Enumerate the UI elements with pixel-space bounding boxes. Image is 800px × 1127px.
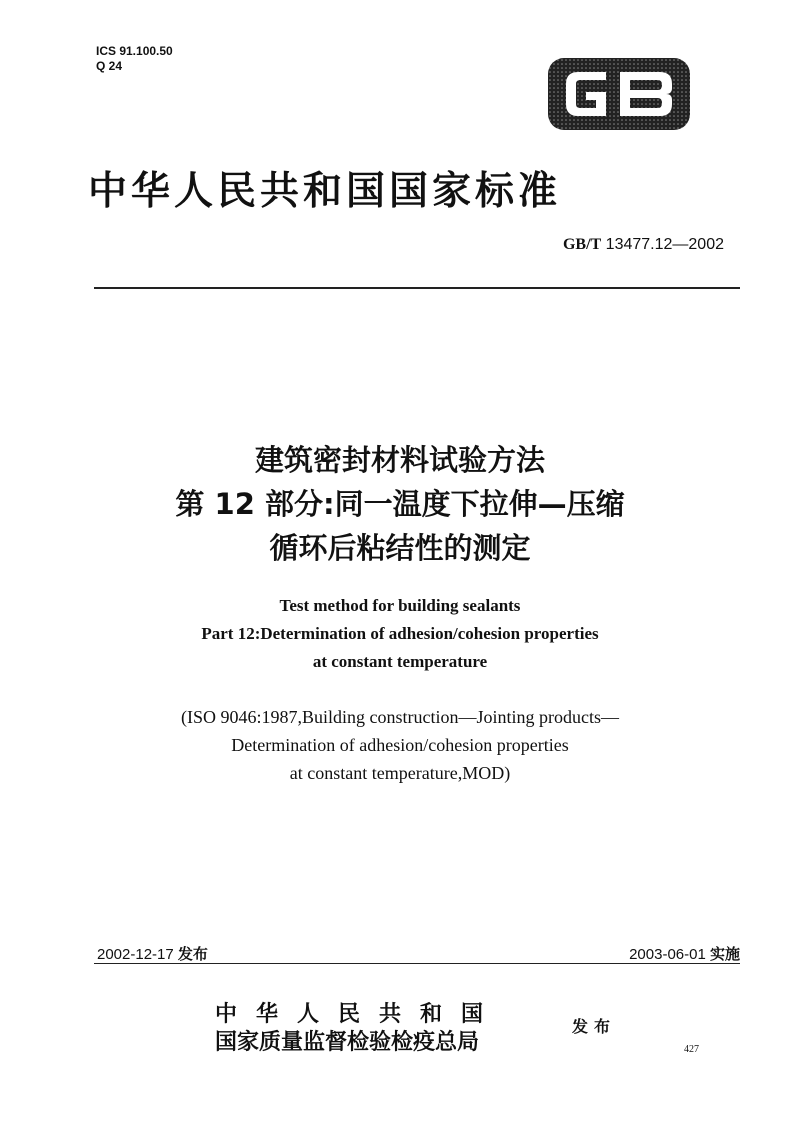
iso-reference-line-1: (ISO 9046:1987,Building construction—Jointing products— bbox=[181, 707, 619, 727]
implementation-date-label: 实施 bbox=[709, 945, 740, 963]
english-title-line-3: at constant temperature bbox=[312, 652, 488, 671]
iso-reference-line-2: Determination of adhesion/cohesion properties bbox=[231, 735, 569, 755]
english-title bbox=[0, 592, 800, 676]
chinese-title-line-3: 循环后粘结性的测定 bbox=[269, 531, 531, 565]
standard-code-number: 13477.12—2002 bbox=[605, 236, 724, 253]
publisher bbox=[215, 1000, 502, 1056]
standard-title: 中华人民共和国国家标准 bbox=[88, 168, 562, 214]
english-title-line-1: Test method for building sealants bbox=[279, 596, 521, 615]
iso-reference bbox=[0, 703, 800, 787]
top-divider bbox=[94, 287, 740, 289]
chinese-title bbox=[0, 438, 800, 570]
issue-date-value: 2002-12-17 bbox=[97, 946, 174, 963]
chinese-title-line-2: 第 12 部分:同一温度下拉伸—压缩 bbox=[175, 487, 625, 521]
bottom-divider bbox=[94, 963, 740, 964]
ics-code: ICS 91.100.50 bbox=[96, 44, 173, 58]
implementation-date bbox=[629, 943, 740, 964]
english-title-line-2: Part 12:Determination of adhesion/cohesion properties bbox=[201, 624, 599, 643]
gb-logo bbox=[548, 58, 690, 130]
iso-reference-line-3: at constant temperature,MOD) bbox=[289, 763, 511, 783]
page-number: 427 bbox=[684, 1044, 699, 1055]
standard-code-prefix: GB/T bbox=[562, 236, 602, 253]
publish-label: 发布 bbox=[572, 1017, 617, 1036]
standard-code bbox=[563, 236, 724, 254]
publisher-line-1: 中华人民共和国 bbox=[215, 1001, 503, 1027]
ccs-code: Q 24 bbox=[96, 59, 123, 73]
issue-date-label: 发布 bbox=[177, 945, 208, 963]
issue-date bbox=[97, 943, 208, 964]
classification-codes bbox=[96, 44, 173, 74]
chinese-title-line-1: 建筑密封材料试验方法 bbox=[254, 443, 545, 477]
implementation-date-value: 2003-06-01 bbox=[629, 946, 706, 963]
publisher-line-2: 国家质量监督检验检疫总局 bbox=[215, 1029, 480, 1055]
